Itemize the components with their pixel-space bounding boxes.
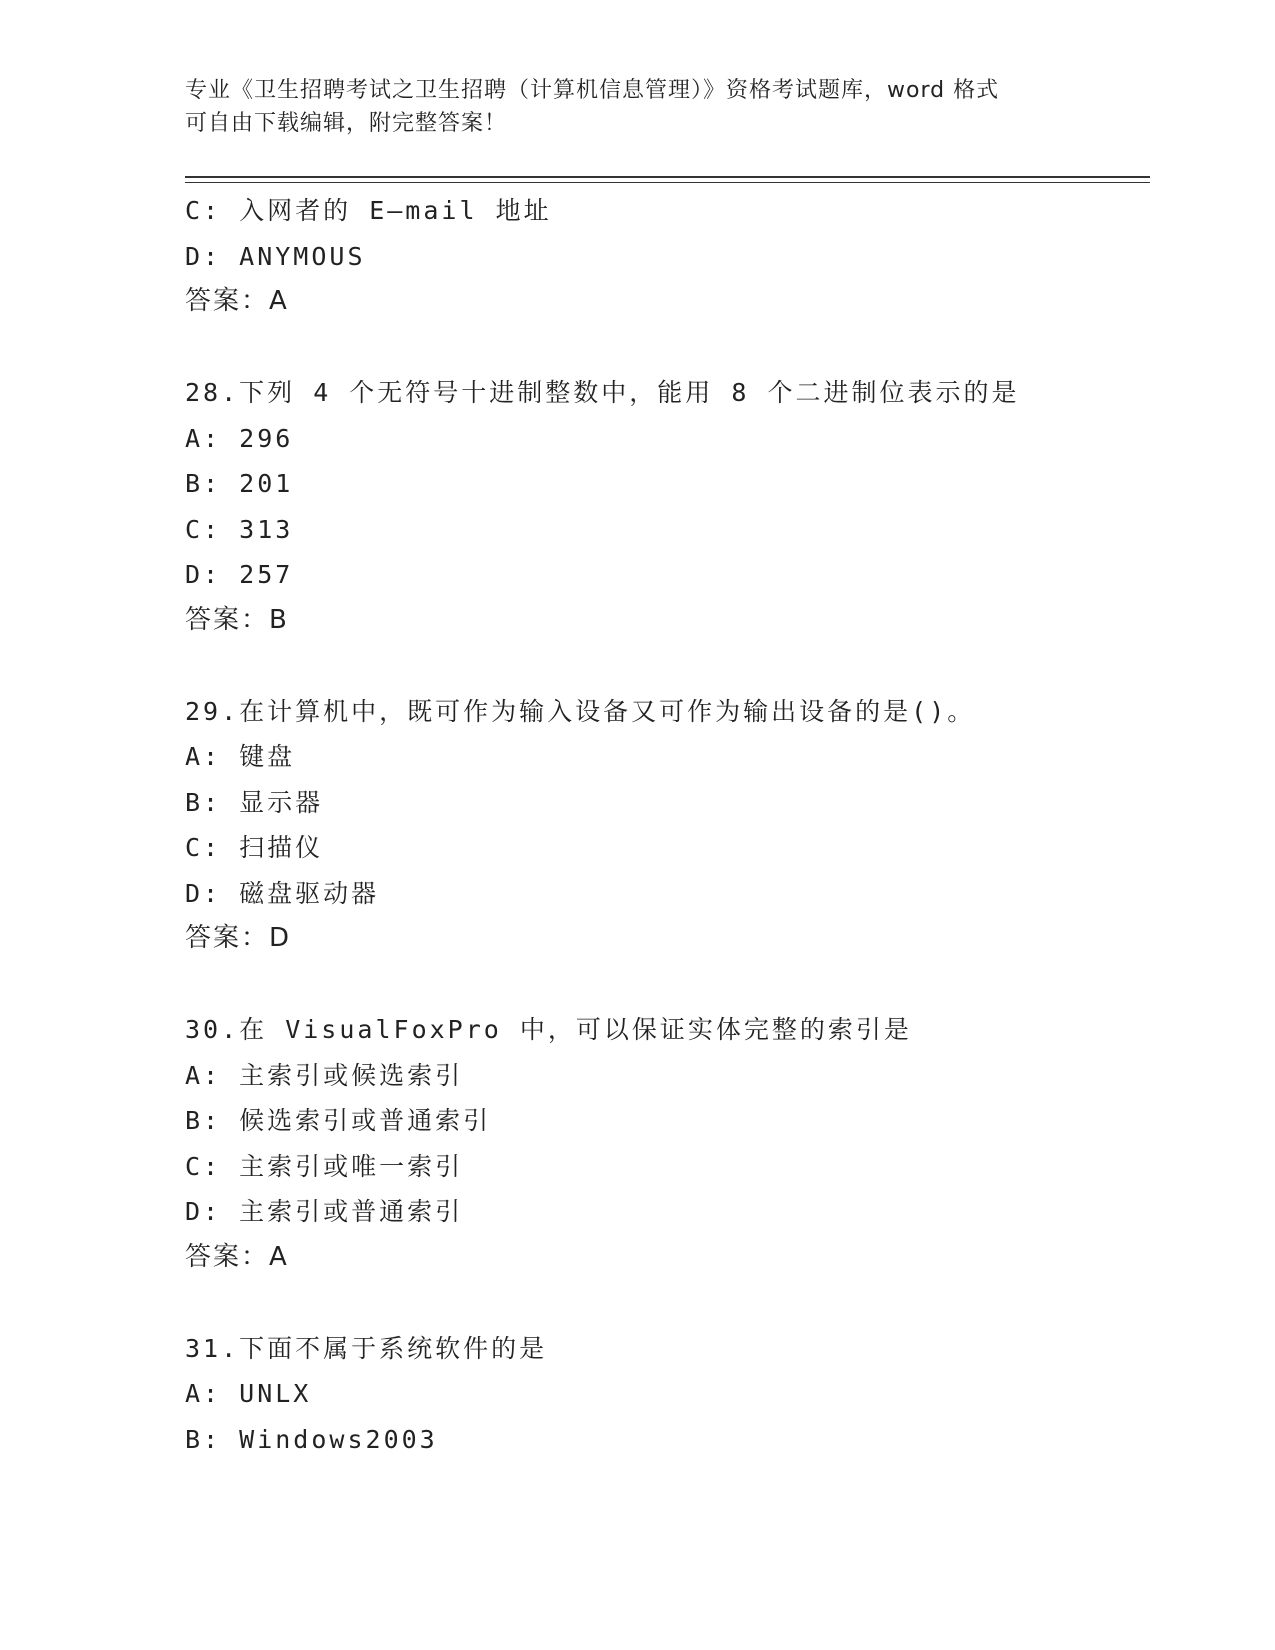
option-b: B: Windows2003	[185, 1424, 438, 1454]
option-a: A: 296	[185, 423, 294, 453]
option-a: A: 主索引或候选索引	[185, 1060, 464, 1090]
question-30	[185, 1007, 1150, 1280]
question-29	[185, 689, 1150, 962]
option-c: C: 主索引或唯一索引	[185, 1151, 464, 1181]
answer-label: 答案：B	[185, 604, 289, 635]
option-d: D: 主索引或普通索引	[185, 1197, 464, 1226]
option-c: C: 扫描仪	[185, 833, 324, 862]
option-c: C: 入网者的 E—mail 地址	[185, 196, 552, 225]
question-stem: 29.在计算机中，既可作为输入设备又可作为输出设备的是()。	[185, 696, 976, 726]
answer-label: 答案：D	[185, 923, 292, 953]
header-line-2: 可自由下载编辑，附完整答案！	[185, 111, 508, 136]
spacer	[185, 643, 1150, 689]
spacer	[185, 1280, 1150, 1326]
question-31	[185, 1326, 1150, 1463]
question-27-tail	[185, 188, 1150, 325]
question-28	[185, 370, 1150, 643]
question-stem: 28.下列 4 个无符号十进制整数中，能用 8 个二进制位表示的是	[185, 378, 1020, 407]
option-b: B: 候选索引或普通索引	[185, 1106, 492, 1135]
question-stem: 30.在 VisualFoxPro 中，可以保证实体完整的索引是	[185, 1015, 912, 1044]
spacer	[185, 962, 1150, 1008]
spacer	[185, 325, 1150, 371]
option-c: C: 313	[185, 514, 294, 544]
option-d: D: 磁盘驱动器	[185, 878, 380, 908]
option-a: A: UNLX	[185, 1379, 312, 1408]
answer-label: 答案：A	[185, 1241, 289, 1272]
option-d: D: 257	[185, 560, 294, 589]
header-divider-thick	[185, 176, 1150, 178]
option-d: D: ANYMOUS	[185, 241, 366, 271]
option-b: B: 201	[185, 469, 294, 498]
question-stem: 31.下面不属于系统软件的是	[185, 1333, 548, 1363]
option-b: B: 显示器	[185, 787, 324, 817]
header-line-1: 专业《卫生招聘考试之卫生招聘（计算机信息管理）》资格考试题库，word 格式	[185, 78, 1000, 103]
option-a: A: 键盘	[185, 742, 296, 771]
question-list	[185, 188, 1150, 1462]
document-header	[185, 74, 1065, 140]
answer-label: 答案：A	[185, 286, 289, 316]
header-divider-thin	[185, 182, 1150, 183]
